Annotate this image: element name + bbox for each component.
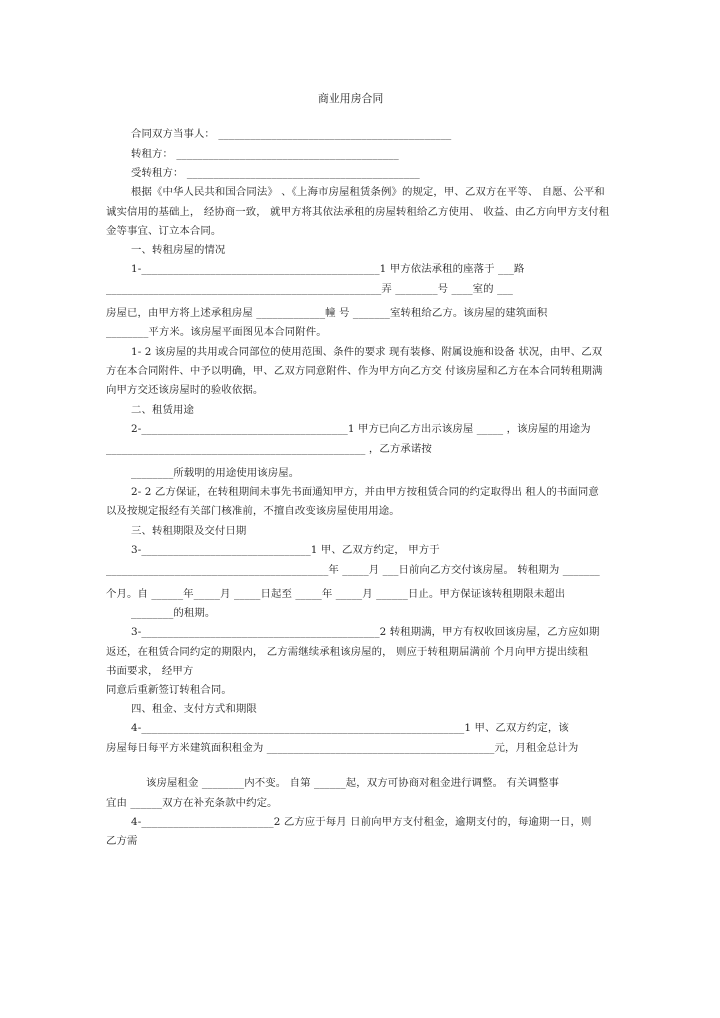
text-line: 房屋每日每平方米建筑面积租金为 ___________________________________________元，月租金总计为 [106,742,579,754]
text-line: 2- 2 乙方保证，在转租期间未事先书面通知甲方，并由甲方按租赁合同的约定取得出 租人的书面同意 [131,486,599,498]
text-line: ____________________________________________________弄 ________号 ____室的 ___ [106,283,513,295]
text-line: 房屋已，由甲方将上述承租房屋 _____________幢 号 _______室转租给乙方。该房屋的建筑面积 [106,307,548,319]
text-line: 宜由 ______双方在补充条款中约定。 [106,797,278,809]
text-line: 该房屋租金 ________内不变。 自第 ______起，双方可协商对租金进行调整。 有关调整事 [146,777,559,789]
text-line: 3-_____________________________________________2 转租期满，甲方有权收回该房屋，乙方应如期 [131,626,600,638]
text-line: 书面要求， 经甲方 [106,665,194,677]
section-heading: 三、转租期限及交付日期 [131,525,247,537]
text-line: ________的租期。 [131,607,216,619]
text-line: 1- 2 该房屋的共用或合同部位的使用范围、条件的要求 现有装修、附属设施和设备 状况，由甲、乙双 [131,346,603,358]
text-line: __________________________________________年 _____月 ___日前向乙方交付该房屋。 转租期为 _______ [106,564,600,576]
text-line: 返还，在租赁合同约定的期限内， 乙方需继续承租该房屋的， 则应于转租期届满前 个月向甲方提出续租 [106,646,589,658]
text-line: 方在本合同附件、中予以明确，甲、乙双方同意附件、作为甲方向乙方交 付该房屋和乙方在本合同转租期满 [106,365,603,377]
sublessor-line: 转租方： __________________________________________ [131,148,399,160]
text-line: 金等事宜、订立本合同。 [106,225,222,237]
text-line: 根据《中华人民共和国合同法》 、《上海市房屋租赁条例》的规定，甲、乙双方在平等、 自愿、公平和 [131,186,605,198]
text-line: 以及按规定报经有关部门核准前，不擅自改变该房屋使用用途。 [106,505,400,517]
text-line: 1-_____________________________________________1 甲方依法承租的座落于 ___路 [131,263,525,275]
text-line: ________平方米。该房屋平面图见本合同附件。 [106,326,327,338]
text-line: 个月。自 ______年_____月 _____日起至 _____年 _____月 ______日止。甲方保证该转租期限未超出 [106,588,566,600]
section-heading: 二、租赁用途 [131,404,194,416]
text-line: 同意后重新签订转租合同。 [106,684,232,696]
party-line: 合同双方当事人： ____________________________________________ [131,128,452,140]
text-line: 2-_______________________________________1 甲方已向乙方出示该房屋 _____ ，该房屋的用途为 [131,423,591,435]
section-heading: 一、转租房屋的情况 [131,244,226,256]
text-line: _________________________________________________ ，乙方承诺按 [106,443,432,455]
section-heading: 四、租金、支付方式和期限 [131,703,257,715]
text-line: 3-________________________________1 甲、乙双方约定， 甲方于 [131,544,440,556]
text-line: ________所载明的用途使用该房屋。 [131,467,300,479]
text-line: 乙方需 [106,835,138,847]
text-line: 4-_________________________2 乙方应于每月 日前向甲方支付租金，逾期支付的，每逾期一日，则 [131,816,592,828]
text-line: 向甲方交还该房屋时的验收依据。 [106,384,264,396]
sublessee-line: 受转租方： ____________________________________________ [131,167,420,179]
document-title: 商业用房合同 [318,92,384,105]
text-line: 诚实信用的基础上， 经协商一致， 就甲方将其依法承租的房屋转租给乙方使用、 收益、由乙方向甲方支付租 [106,206,610,218]
text-line: 4-_____________________________________________________________1 甲、乙双方约定，该 [131,722,569,734]
